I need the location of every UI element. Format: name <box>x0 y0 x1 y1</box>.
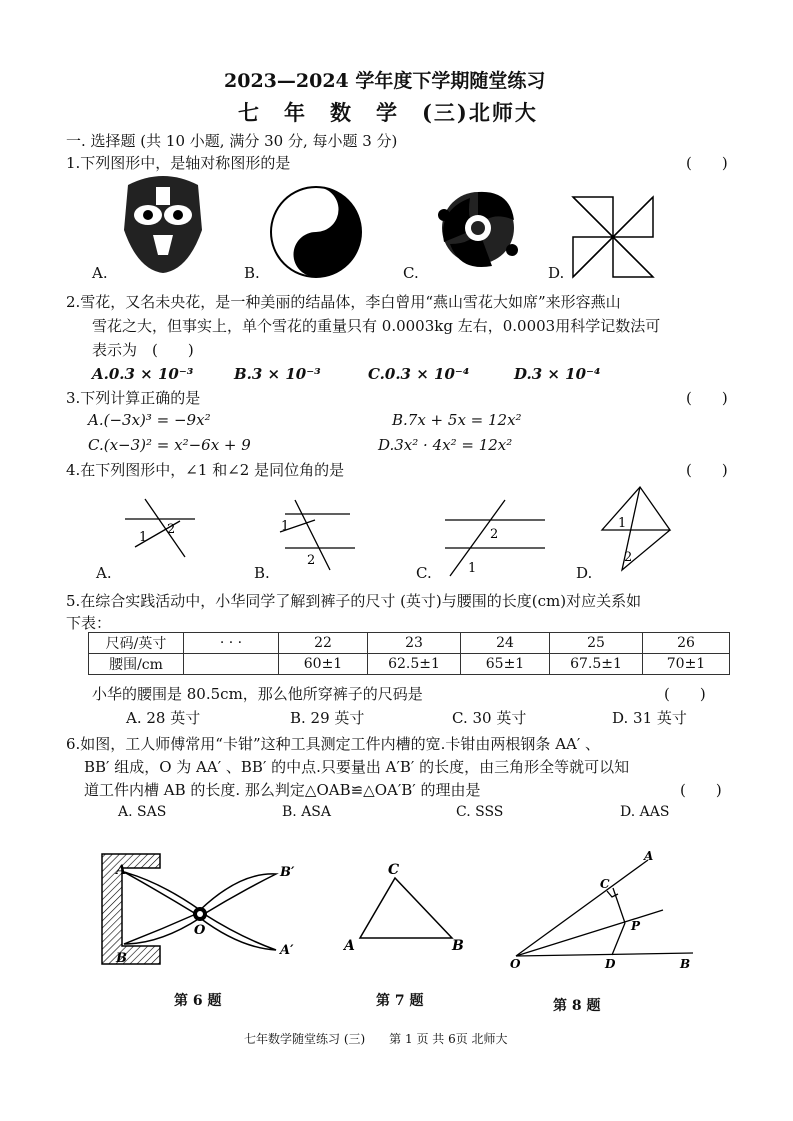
q3-option-d[interactable]: D.3x² · 4x² = 12x² <box>378 436 513 454</box>
q6-option-a[interactable]: A. SAS <box>118 804 167 820</box>
q1-answer-blank: ( ) <box>686 154 728 172</box>
angle-label-1: 1 <box>281 519 290 534</box>
q3-option-b[interactable]: B.7x + 5x = 12x² <box>392 411 522 429</box>
point-label-a: A <box>344 938 355 954</box>
q5-answer-blank: ( ) <box>664 685 706 703</box>
table-cell: 25 <box>550 633 643 654</box>
opera-mask-image <box>118 175 208 275</box>
caliper-figure <box>100 852 300 977</box>
exam-subtitle: 七 年 数 学 (三)北师大 <box>238 100 538 125</box>
q3-answer-blank: ( ) <box>686 389 728 407</box>
table-cell: 60±1 <box>279 654 368 675</box>
q6-line3: 道工件内槽 AB 的长度. 那么判定△OAB≌△OA′B′ 的理由是 <box>84 781 481 799</box>
q1-option-a[interactable]: A. <box>92 264 108 282</box>
q5-line2: 下表： <box>66 614 112 632</box>
q4-figure-d <box>600 485 680 580</box>
q3-option-a[interactable]: A.(−3x)³ = −9x² <box>88 411 211 429</box>
q2-line2: 雪花之大，但事实上，单个雪花的重量只有 0.0003kg 左右，0.0003用科学记数法可 <box>92 317 661 335</box>
q5-line3: 小华的腰围是 80.5cm，那么他所穿裤子的尺码是 <box>92 685 423 703</box>
table-cell: 尺码/英寸 <box>89 633 184 654</box>
q3-stem: 3.下列计算正确的是 <box>66 389 201 407</box>
point-label-c: C <box>600 877 610 891</box>
page-footer: 七年数学随堂练习 (三) 第 1 页 共 6页 北师大 <box>244 1032 508 1046</box>
point-label-c: C <box>388 862 400 878</box>
size-table <box>88 632 730 675</box>
q2-option-a[interactable]: A.0.3 × 10⁻³ <box>92 365 194 383</box>
table-cell: · · · <box>184 633 279 654</box>
q4-option-c[interactable]: C. <box>416 564 432 582</box>
angle-label-2: 2 <box>167 522 176 537</box>
flower-pattern-image <box>430 180 525 275</box>
table-cell: 62.5±1 <box>368 654 461 675</box>
section-heading: 一. 选择题 (共 10 小题, 满分 30 分, 每小题 3 分) <box>66 132 398 150</box>
table-cell: 26 <box>643 633 730 654</box>
q4-option-b[interactable]: B. <box>254 564 270 582</box>
q1-option-c[interactable]: C. <box>403 264 419 282</box>
yin-yang-image <box>270 186 362 278</box>
q5-option-d[interactable]: D. 31 英寸 <box>612 709 687 727</box>
point-label-b: B <box>452 938 464 954</box>
q4-figure-b <box>275 500 365 580</box>
q5-line1: 5.在综合实践活动中，小华同学了解到裤子的尺寸 (英寸)与腰围的长度(cm)对应关系如 <box>66 592 642 610</box>
triangle-figure <box>340 860 470 955</box>
table-cell: 65±1 <box>461 654 550 675</box>
table-cell: 23 <box>368 633 461 654</box>
point-label-b: B <box>680 957 691 971</box>
table-cell: 24 <box>461 633 550 654</box>
table-row <box>89 654 730 675</box>
q6-answer-blank: ( ) <box>680 781 722 799</box>
angle-label-2: 2 <box>624 550 633 565</box>
q6-line1: 6.如图，工人师傅常用“卡钳”这种工具测定工件内槽的宽.卡钳由两根钢条 AA′ 、 <box>66 735 601 753</box>
q3-option-c[interactable]: C.(x−3)² = x²−6x + 9 <box>88 436 251 454</box>
q6-option-b[interactable]: B. ASA <box>282 804 331 820</box>
q6-option-c[interactable]: C. SSS <box>456 804 504 820</box>
q4-figure-a <box>115 495 225 575</box>
q6-option-d[interactable]: D. AAS <box>620 804 670 820</box>
q5-option-b[interactable]: B. 29 英寸 <box>290 709 365 727</box>
table-cell: 70±1 <box>643 654 730 675</box>
point-label-p: P <box>631 919 641 933</box>
q2-line3: 表示为 ( ) <box>92 341 194 359</box>
table-cell: 67.5±1 <box>550 654 643 675</box>
angle-label-1: 1 <box>618 516 627 531</box>
q2-line1: 2.雪花，又名未央花，是一种美丽的结晶体，李白曾用“燕山雪花大如席”来形容燕山 <box>66 293 621 311</box>
point-label-b: B <box>116 951 127 966</box>
table-cell: 腰围/cm <box>89 654 184 675</box>
q5-option-a[interactable]: A. 28 英寸 <box>126 709 201 727</box>
angle-label-1: 1 <box>139 530 148 545</box>
table-cell: 22 <box>279 633 368 654</box>
exam-title: 2023—2024 学年度下学期随堂练习 <box>224 70 546 92</box>
point-label-a: A <box>644 849 654 863</box>
pinwheel-image <box>572 196 654 278</box>
table-row <box>89 633 730 654</box>
figure8-caption: 第 8 题 <box>553 998 601 1014</box>
q4-option-a[interactable]: A. <box>96 564 112 582</box>
point-label-a-prime: A′ <box>280 943 294 958</box>
point-label-o: O <box>194 923 206 938</box>
table-cell <box>184 654 279 675</box>
point-label-o: O <box>510 957 521 971</box>
angle-label-2: 2 <box>307 553 316 568</box>
q4-stem: 4.在下列图形中，∠1 和∠2 是同位角的是 <box>66 461 345 479</box>
figure7-caption: 第 7 题 <box>376 993 424 1009</box>
q1-option-d[interactable]: D. <box>548 264 565 282</box>
point-label-d: D <box>605 957 616 971</box>
point-label-a: A <box>116 863 127 878</box>
q2-option-c[interactable]: C.0.3 × 10⁻⁴ <box>368 365 470 383</box>
q6-line2: BB′ 组成，O 为 AA′ 、BB′ 的中点.只要量出 A′B′ 的长度，由三角形全等就可以知 <box>84 758 630 776</box>
q2-option-b[interactable]: B.3 × 10⁻³ <box>234 365 321 383</box>
angle-label-2: 2 <box>490 527 499 542</box>
q1-stem: 1.下列图形中，是轴对称图形的是 <box>66 154 291 172</box>
q4-option-d[interactable]: D. <box>576 564 593 582</box>
q4-answer-blank: ( ) <box>686 461 728 479</box>
figure6-caption: 第 6 题 <box>174 993 222 1009</box>
q4-figure-c <box>440 500 550 580</box>
q1-option-b[interactable]: B. <box>244 264 260 282</box>
q5-option-c[interactable]: C. 30 英寸 <box>452 709 527 727</box>
q2-option-d[interactable]: D.3 × 10⁻⁴ <box>514 365 601 383</box>
point-label-b-prime: B′ <box>280 865 295 880</box>
bisector-figure <box>508 848 708 973</box>
angle-label-1: 1 <box>468 561 477 576</box>
